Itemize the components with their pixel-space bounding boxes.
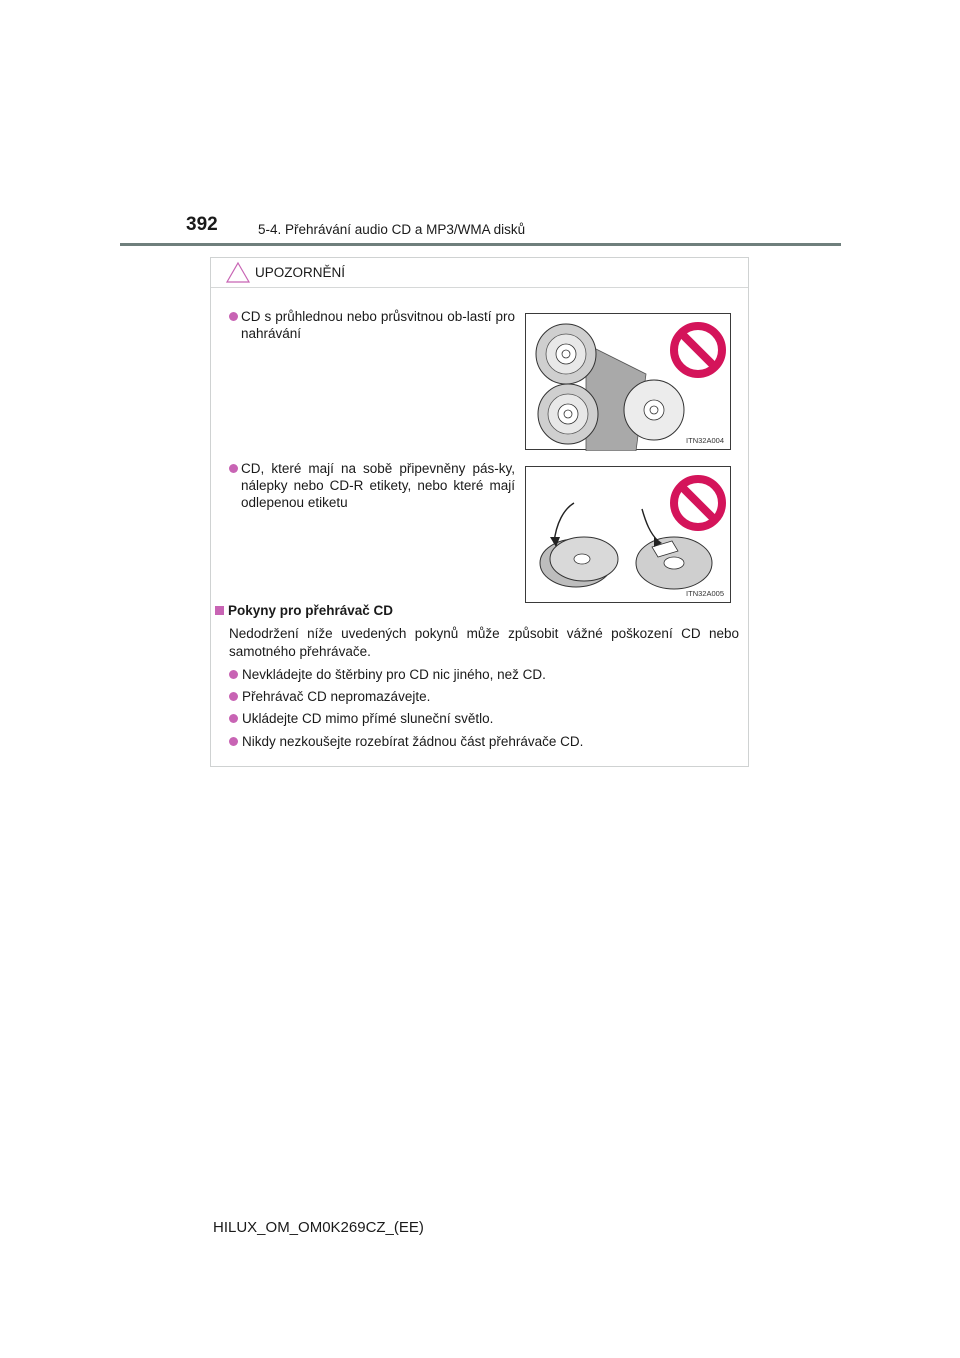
bullet-text: CD s průhlednou nebo průsvitnou ob-lastí pro nahrávání [241, 309, 515, 341]
bullet-dot [229, 312, 238, 321]
page-number: 392 [186, 214, 218, 235]
list-item-text: Nevkládejte do štěrbiny pro CD nic jiného, než CD. [242, 667, 546, 682]
list-item [229, 667, 546, 682]
bullet-dot [229, 692, 238, 701]
list-item [229, 689, 430, 704]
section-title: 5-4. Přehrávání audio CD a MP3/WMA disků [258, 222, 526, 237]
bullet-transparent-cd [229, 308, 515, 342]
cd-disc-icon [624, 380, 684, 440]
list-item [229, 734, 583, 749]
bullet-dot [229, 464, 238, 473]
section-paragraph: Nedodržení níže uvedených pokynů může způsobit vážné poškození CD nebo samotného přehrávače. [229, 626, 739, 659]
cd-disc-icon [538, 384, 598, 444]
prohibition-icon [674, 326, 722, 374]
list-item-text: Přehrávač CD nepromazávejte. [242, 689, 431, 704]
bullet-dot [229, 714, 238, 723]
figure-transparent-cd [525, 313, 731, 450]
cd-disc-icon [536, 324, 596, 384]
section-heading [215, 603, 393, 618]
figure-code: ITN32A004 [686, 436, 724, 445]
figure-code: ITN32A005 [686, 589, 724, 598]
prohibition-icon [674, 479, 722, 527]
list-item [229, 711, 493, 726]
warning-triangle-icon [225, 261, 251, 284]
document-code: HILUX_OM_OM0K269CZ_(EE) [213, 1219, 424, 1236]
figure-label-cd [525, 466, 731, 603]
bullet-label-cd [229, 460, 515, 511]
list-item-text: Nikdy nezkoušejte rozebírat žádnou část přehrávače CD. [242, 734, 584, 749]
bullet-text: CD, které mají na sobě připevněny pás-ky, nálepky nebo CD-R etikety, nebo které mají odlepenou etiketu [241, 461, 515, 510]
warning-header [211, 258, 748, 288]
section-square-icon [215, 606, 224, 615]
peeling-label-cd-icon [540, 503, 618, 587]
warning-title: UPOZORNĚNÍ [255, 265, 346, 280]
bullet-dot [229, 737, 238, 746]
list-item-text: Ukládejte CD mimo přímé sluneční světlo. [242, 711, 494, 726]
bullet-dot [229, 670, 238, 679]
warning-box [210, 257, 749, 767]
section-heading-text: Pokyny pro přehrávač CD [228, 603, 394, 618]
sticker-cd-icon [636, 509, 712, 589]
header-rule [120, 243, 841, 246]
